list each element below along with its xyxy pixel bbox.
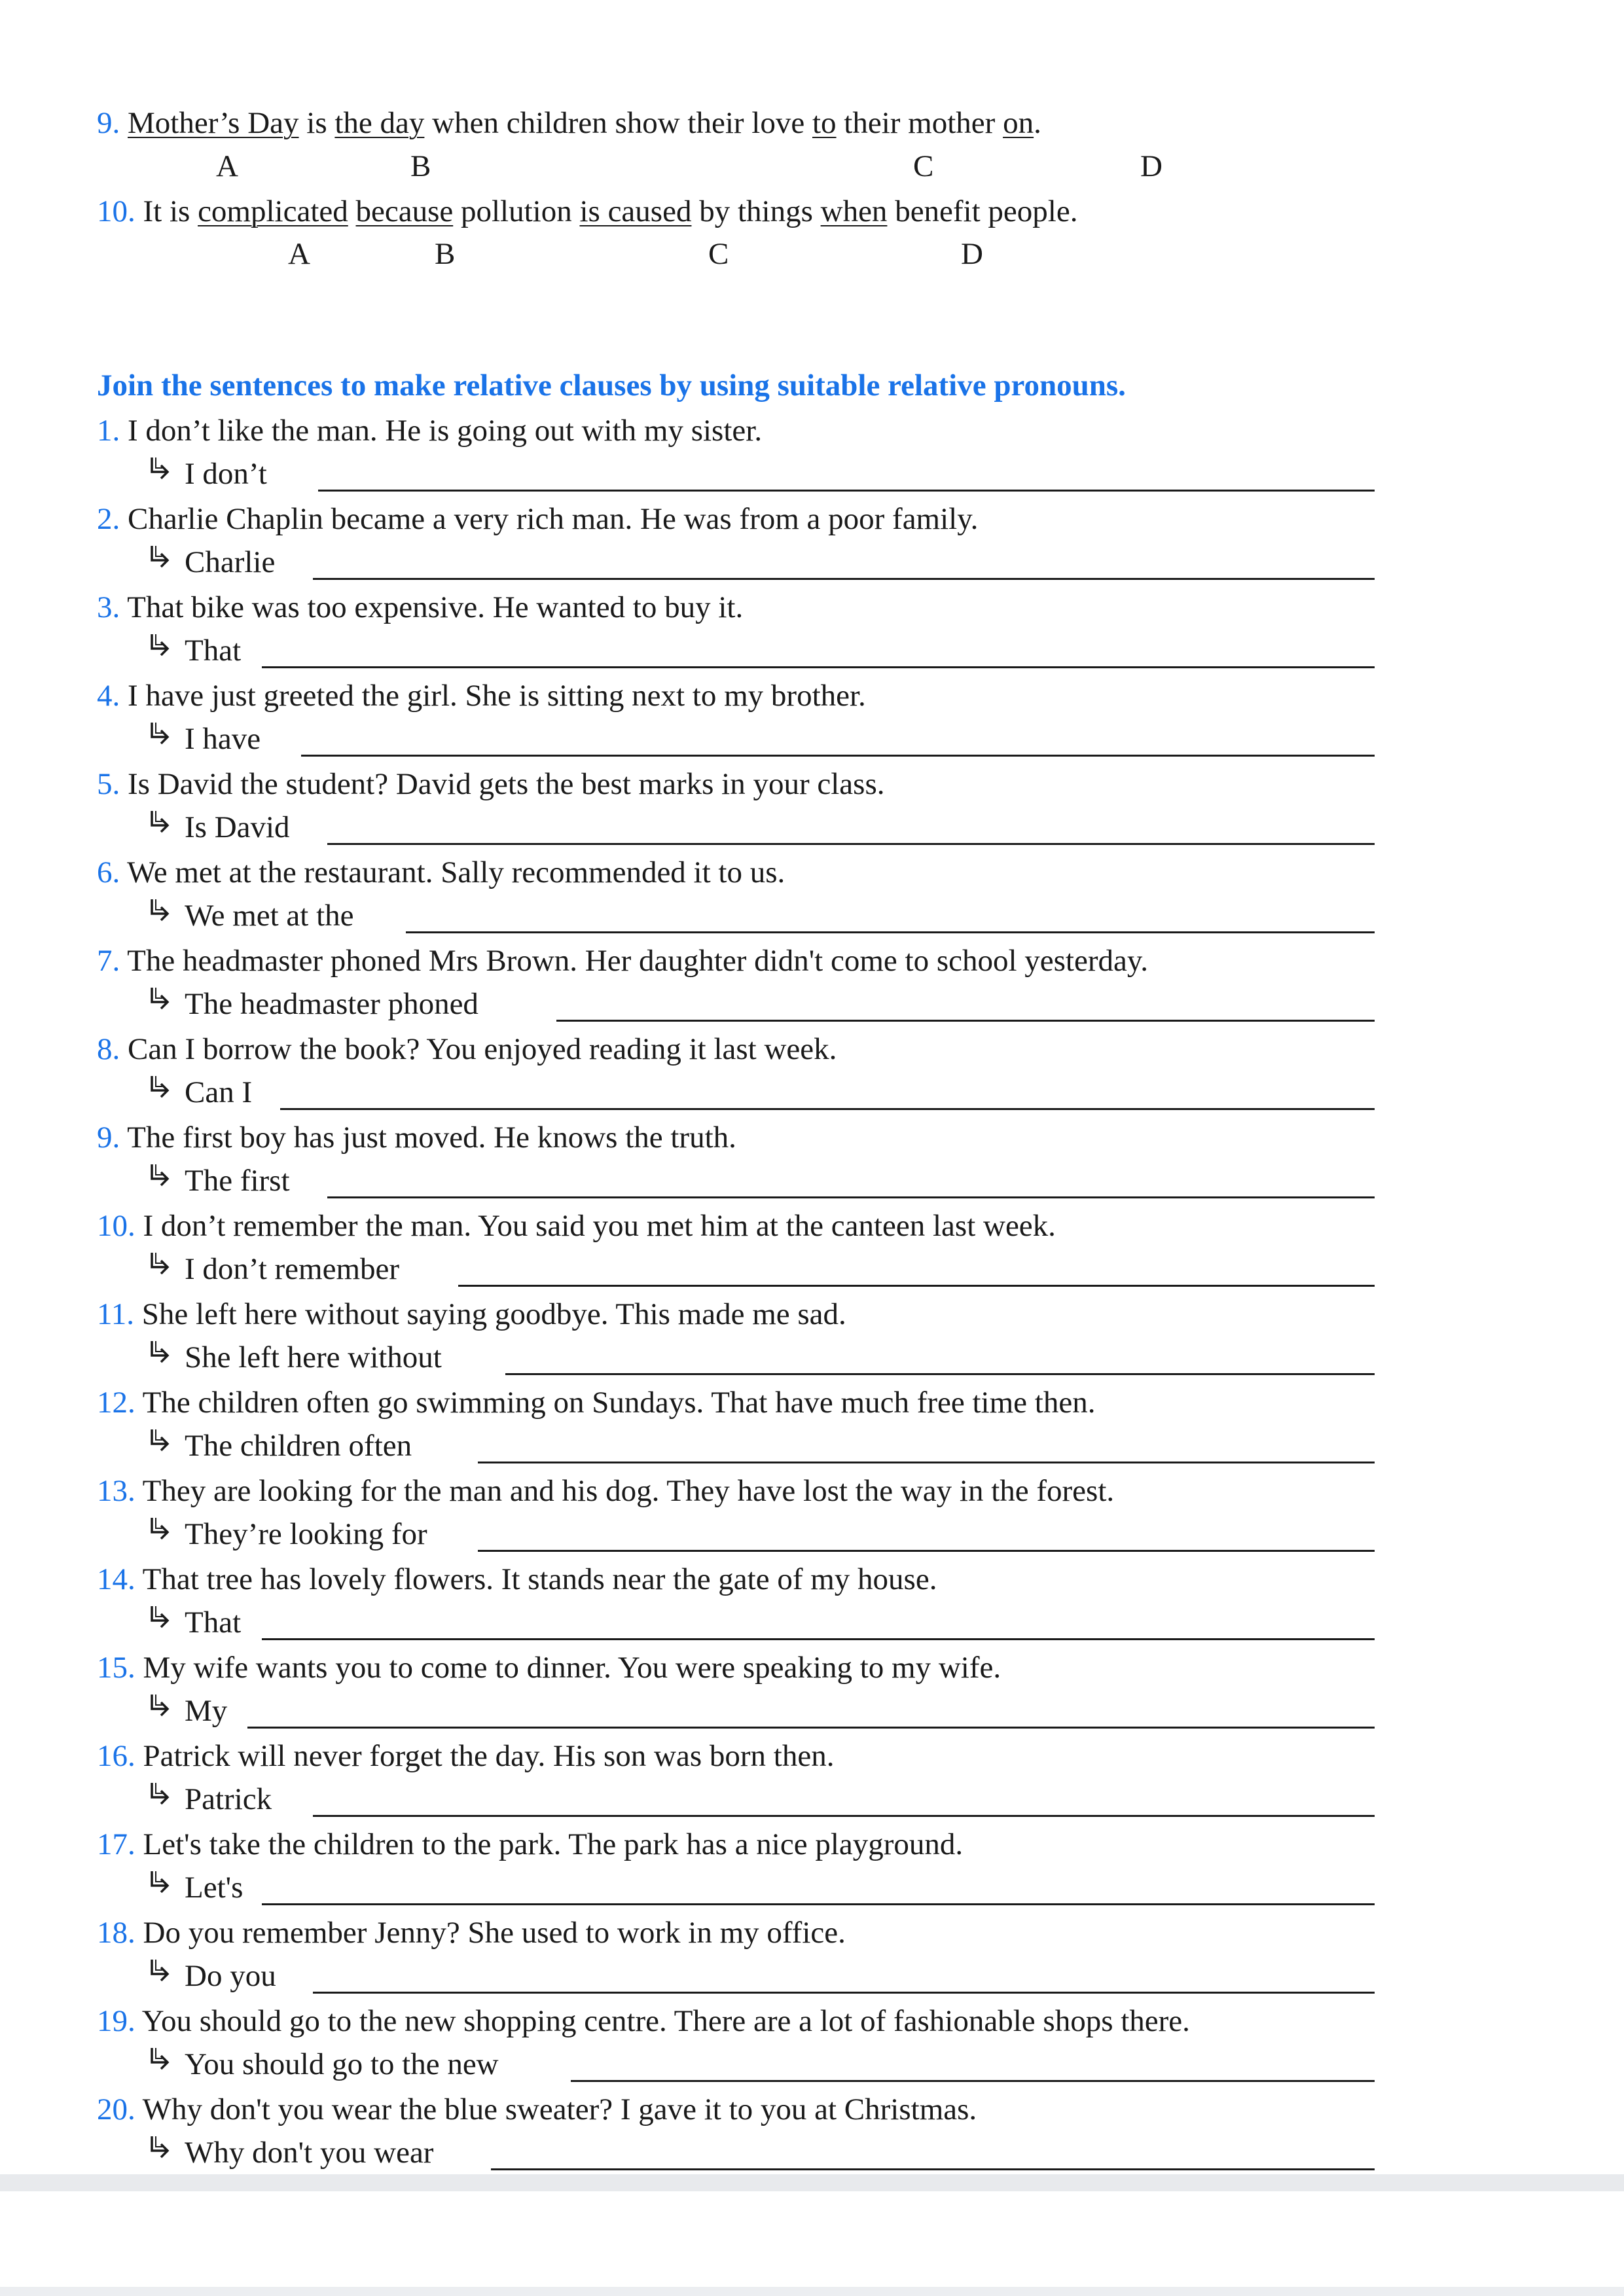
question-text — [97, 1295, 846, 1334]
question-sentence: The children often go swimming on Sundays. That have much free time then. — [142, 1386, 1096, 1420]
arrow-icon — [147, 631, 179, 670]
error-item-10 — [97, 192, 1077, 231]
answer-line — [147, 896, 354, 935]
answer-line — [147, 1515, 427, 1554]
plain-text: pollution — [453, 194, 580, 228]
answer-prompt: That — [185, 634, 242, 668]
answer-blank[interactable] — [491, 2168, 1375, 2170]
answer-blank[interactable] — [327, 1196, 1375, 1198]
answer-prompt: The headmaster phoned — [185, 987, 478, 1021]
answer-prompt: Let's — [185, 1871, 244, 1905]
answer-prompt: You should go to the new — [185, 2047, 499, 2081]
question-text — [97, 1560, 937, 1599]
arrow-icon — [147, 1868, 179, 1907]
question-number: 6. — [97, 855, 120, 889]
question-text — [97, 764, 884, 804]
option-letter-c: C — [913, 149, 934, 183]
answer-blank[interactable] — [556, 1020, 1375, 1022]
question-text — [97, 411, 762, 450]
section-title: Join the sentences to make relative clauses by using suitable relative pronouns. — [97, 368, 1126, 403]
question-text — [97, 588, 743, 627]
question-text — [97, 1736, 834, 1776]
answer-prompt: They’re looking for — [185, 1517, 427, 1551]
arrow-icon — [147, 719, 179, 759]
answer-blank[interactable] — [478, 1550, 1375, 1552]
arrow-icon — [147, 1073, 179, 1112]
question-text — [97, 2090, 977, 2129]
answer-blank[interactable] — [313, 1992, 1375, 1994]
question-number: 8. — [97, 1032, 120, 1066]
option-d-text: on — [1003, 106, 1034, 140]
question-sentence: The headmaster phoned Mrs Brown. Her daughter didn't come to school yesterday. — [127, 944, 1149, 978]
answer-line — [147, 1338, 442, 1377]
question-sentence: She left here without saying goodbye. This made me sad. — [141, 1297, 846, 1331]
question-number: 20. — [97, 2092, 135, 2126]
question-sentence: I don’t like the man. He is going out with my sister. — [128, 414, 763, 448]
arrow-icon — [147, 543, 179, 582]
question-sentence: I have just greeted the girl. She is sitting next to my brother. — [128, 679, 866, 713]
question-number: 1. — [97, 414, 120, 448]
question-text — [97, 1648, 1001, 1687]
question-sentence: Can I borrow the book? You enjoyed reading it last week. — [128, 1032, 837, 1066]
answer-blank[interactable] — [313, 1815, 1375, 1817]
answer-line — [147, 1249, 399, 1289]
answer-prompt: Why don't you wear — [185, 2136, 434, 2170]
question-number: 9. — [97, 1121, 120, 1155]
plain-text: benefit people. — [887, 194, 1078, 228]
question-sentence: They are looking for the man and his dog. They have lost the way in the forest. — [142, 1474, 1115, 1508]
answer-blank[interactable] — [505, 1373, 1375, 1375]
question-number: 4. — [97, 679, 120, 713]
answer-line — [147, 1426, 412, 1465]
arrow-icon — [147, 808, 179, 847]
answer-prompt: Do you — [185, 1959, 276, 1993]
question-text — [97, 2001, 1190, 2041]
error-item-9 — [97, 103, 1041, 143]
answer-line — [147, 454, 267, 493]
answer-blank[interactable] — [262, 666, 1375, 668]
question-text — [97, 853, 785, 892]
plain-text: . — [1034, 106, 1041, 140]
answer-blank[interactable] — [571, 2080, 1375, 2082]
question-text — [97, 1383, 1095, 1422]
page-divider — [0, 2174, 1624, 2191]
arrow-icon — [147, 454, 179, 493]
answer-line — [147, 543, 275, 582]
answer-line — [147, 984, 478, 1024]
answer-line — [147, 808, 290, 847]
answer-prompt: Can I — [185, 1075, 253, 1109]
plain-text — [348, 194, 356, 228]
answer-blank[interactable] — [262, 1903, 1375, 1905]
question-sentence: Patrick will never forget the day. His son was born then. — [143, 1739, 835, 1773]
option-letter-b: B — [410, 149, 431, 183]
arrow-icon — [147, 1161, 179, 1200]
arrow-icon — [147, 2133, 179, 2172]
arrow-icon — [147, 1338, 179, 1377]
question-sentence: We met at the restaurant. Sally recommended it to us. — [127, 855, 785, 889]
answer-blank[interactable] — [478, 1462, 1375, 1463]
option-d-text: when — [820, 194, 888, 228]
arrow-icon — [147, 896, 179, 935]
option-letter-a: A — [216, 149, 238, 183]
answer-line — [147, 2133, 433, 2172]
arrow-icon — [147, 1780, 179, 1819]
question-number: 18. — [97, 1916, 135, 1950]
arrow-icon — [147, 984, 179, 1024]
answer-line — [147, 2045, 499, 2084]
answer-prompt: I don’t — [185, 457, 267, 491]
question-sentence: I don’t remember the man. You said you met him at the canteen last week. — [143, 1209, 1056, 1243]
answer-prompt: Charlie — [185, 545, 276, 579]
answer-line — [147, 1691, 227, 1731]
question-number: 7. — [97, 944, 120, 978]
question-text — [97, 499, 978, 539]
answer-line — [147, 719, 261, 759]
question-number: 10. — [97, 1209, 135, 1243]
question-number: 13. — [97, 1474, 135, 1508]
answer-blank[interactable] — [318, 490, 1375, 492]
option-letter-d: D — [961, 237, 983, 271]
item-number: 10. — [97, 194, 135, 228]
arrow-icon — [147, 1249, 179, 1289]
question-sentence: Charlie Chaplin became a very rich man. He was from a poor family. — [128, 502, 979, 536]
option-letter-a: A — [288, 237, 310, 271]
option-b-text: because — [355, 194, 454, 228]
question-text — [97, 1118, 736, 1157]
arrow-icon — [147, 1956, 179, 1996]
plain-text: by things — [691, 194, 821, 228]
answer-prompt: The first — [185, 1164, 290, 1198]
question-text — [97, 1206, 1056, 1246]
answer-line — [147, 1956, 276, 1996]
question-number: 15. — [97, 1651, 135, 1685]
answer-blank[interactable] — [406, 931, 1375, 933]
answer-prompt: We met at the — [185, 899, 354, 933]
option-c-text: is caused — [579, 194, 692, 228]
plain-text: their mother — [836, 106, 1003, 140]
arrow-icon — [147, 1515, 179, 1554]
arrow-icon — [147, 2045, 179, 2084]
answer-blank[interactable] — [327, 843, 1375, 845]
option-letter-d: D — [1140, 149, 1163, 183]
question-text — [97, 1030, 837, 1069]
arrow-icon — [147, 1691, 179, 1731]
question-sentence: You should go to the new shopping centre. There are a lot of fashionable shops there. — [141, 2004, 1190, 2038]
question-number: 2. — [97, 502, 120, 536]
question-number: 12. — [97, 1386, 135, 1420]
answer-blank[interactable] — [313, 578, 1375, 580]
arrow-icon — [147, 1603, 179, 1642]
question-number: 11. — [97, 1297, 135, 1331]
question-text — [97, 1471, 1114, 1511]
answer-prompt: The children often — [185, 1429, 412, 1463]
option-letter-c: C — [708, 237, 729, 271]
option-a-text: complicated — [198, 194, 348, 228]
answer-prompt: She left here without — [185, 1340, 442, 1374]
question-number: 17. — [97, 1827, 135, 1861]
question-text — [97, 1825, 963, 1864]
plain-text: is — [298, 106, 335, 140]
question-number: 19. — [97, 2004, 135, 2038]
question-number: 5. — [97, 767, 120, 801]
question-sentence: Why don't you wear the blue sweater? I gave it to you at Christmas. — [142, 2092, 977, 2126]
question-number: 16. — [97, 1739, 135, 1773]
answer-blank[interactable] — [247, 1727, 1375, 1729]
answer-line — [147, 631, 241, 670]
answer-line — [147, 1161, 290, 1200]
answer-blank[interactable] — [458, 1285, 1375, 1287]
question-sentence: That tree has lovely flowers. It stands near the gate of my house. — [142, 1562, 937, 1596]
answer-prompt: My — [185, 1694, 228, 1728]
plain-text: It is — [143, 194, 198, 228]
option-b-text: the day — [334, 106, 425, 140]
question-sentence: The first boy has just moved. He knows the truth. — [127, 1121, 736, 1155]
answer-line — [147, 1603, 241, 1642]
question-sentence: That bike was too expensive. He wanted to buy it. — [127, 590, 744, 624]
answer-prompt: Patrick — [185, 1782, 272, 1816]
answer-line — [147, 1780, 272, 1819]
answer-prompt: I don’t remember — [185, 1252, 400, 1286]
option-c-text: to — [812, 106, 837, 140]
answer-blank[interactable] — [262, 1638, 1375, 1640]
question-sentence: Is David the student? David gets the best marks in your class. — [128, 767, 885, 801]
option-a-text: Mother’s Day — [128, 106, 299, 140]
answer-blank[interactable] — [301, 755, 1375, 757]
question-number: 14. — [97, 1562, 135, 1596]
answer-prompt: Is David — [185, 810, 290, 844]
answer-prompt: I have — [185, 722, 261, 756]
answer-line — [147, 1073, 252, 1112]
plain-text: when children show their love — [424, 106, 812, 140]
question-text — [97, 1913, 846, 1952]
answer-prompt: That — [185, 1605, 242, 1640]
option-letter-b: B — [435, 237, 456, 271]
question-sentence: Let's take the children to the park. The park has a nice playground. — [143, 1827, 964, 1861]
item-number: 9. — [97, 106, 120, 140]
answer-line — [147, 1868, 243, 1907]
answer-blank[interactable] — [280, 1108, 1375, 1110]
question-sentence: Do you remember Jenny? She used to work in my office. — [143, 1916, 846, 1950]
question-sentence: My wife wants you to come to dinner. You were speaking to my wife. — [143, 1651, 1001, 1685]
page-footer-strip — [0, 2287, 1624, 2296]
question-number: 3. — [97, 590, 120, 624]
question-text — [97, 676, 866, 715]
question-text — [97, 941, 1148, 980]
arrow-icon — [147, 1426, 179, 1465]
